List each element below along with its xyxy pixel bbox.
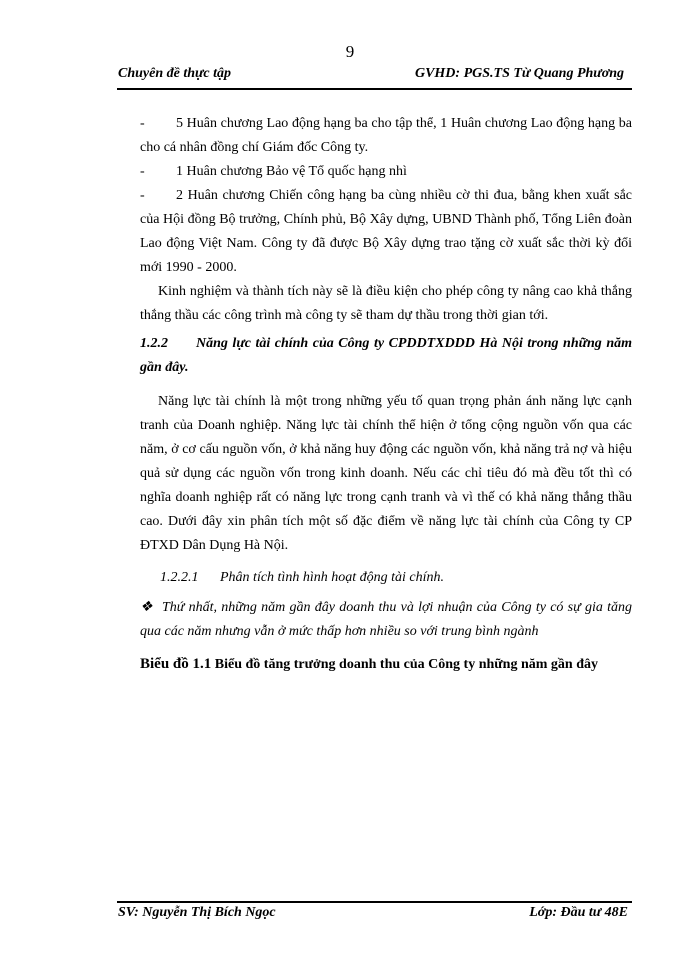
list-item-text: 5 Huân chương Lao động hạng ba cho tập thể, 1 Huân chương Lao động hạng ba cho cá nhân đồng chí Giám đốc Công ty. bbox=[140, 116, 632, 155]
caption-text: Biểu đồ tăng trưởng doanh thu của Công ty những năm gần đây bbox=[214, 657, 598, 672]
header-rule bbox=[117, 88, 632, 90]
subsection-number: 1.2.2.1 bbox=[160, 570, 199, 585]
document-body bbox=[140, 112, 632, 677]
figure-caption bbox=[140, 652, 632, 677]
caption-label: Biểu đồ 1.1 bbox=[140, 656, 212, 672]
header-right: GVHD: PGS.TS Từ Quang Phương bbox=[414, 66, 624, 81]
list-item bbox=[140, 160, 632, 184]
list-item-text: 1 Huân chương Bảo vệ Tổ quốc hạng nhì bbox=[176, 164, 407, 179]
section-heading bbox=[140, 332, 632, 380]
list-marker: - bbox=[140, 164, 145, 179]
footer-left: SV: Nguyễn Thị Bích Ngọc bbox=[118, 905, 276, 920]
section-number: 1.2.2 bbox=[140, 336, 168, 351]
paragraph-experience: Kinh nghiệm và thành tích này sẽ là điều kiện cho phép công ty nâng cao khả thắng thắng thầu các công trình mà công ty sẽ tham dự thầu trong thời gian tới. bbox=[140, 284, 632, 323]
paragraph-finance: Năng lực tài chính là một trong những yếu tố quan trọng phản ánh năng lực cạnh tranh của Doanh nghiệp. Năng lực tài chính thể hiện ở tổng cộng nguồn vốn qua các năm, ở cơ cấu nguồn vốn, ở khả năng huy động các nguồn vốn, khả năng trả nợ và hiệu quả sử dụng các nguồn vốn trong kinh doanh. Nếu các chỉ tiêu đó mà đều tốt thì có nghĩa doanh nghiệp rất có năng lực trong cạnh tranh và vì thế có khả năng thắng thầu cao. Dưới đây xin phân tích một số đặc điểm về năng lực tài chính của Công ty CP ĐTXD Dân Dụng Hà Nội. bbox=[140, 394, 632, 553]
list-item bbox=[140, 184, 632, 280]
footer-right: Lớp: Đầu tư 48E bbox=[529, 905, 628, 920]
subsection-heading bbox=[140, 566, 632, 590]
diamond-bullet-icon: ❖ bbox=[140, 600, 153, 615]
page-number: 9 bbox=[345, 42, 355, 61]
list-marker: - bbox=[140, 188, 145, 203]
subsection-title: Phân tích tình hình hoạt động tài chính. bbox=[220, 570, 444, 585]
bullet-text: Thứ nhất, những năm gần đây doanh thu và lợi nhuận của Công ty có sự gia tăng qua các năm nhưng vẫn ở mức thấp hơn nhiều so với trung bình ngành bbox=[140, 600, 632, 639]
footer-rule bbox=[117, 901, 632, 903]
header-left: Chuyên đề thực tập bbox=[118, 66, 232, 81]
section-title: Năng lực tài chính của Công ty CPDDTXDDD Hà Nội trong những năm gần đây. bbox=[140, 336, 632, 375]
list-marker: - bbox=[140, 116, 145, 131]
list-item bbox=[140, 112, 632, 160]
bullet-item bbox=[140, 596, 632, 644]
list-item-text: 2 Huân chương Chiến công hạng ba cùng nhiều cờ thi đua, bằng khen xuất sắc của Hội đồng Bộ trưởng, Chính phủ, Bộ Xây dựng, UBND Thành phố, Tổng Liên đoàn Lao động Việt Nam. Công ty đã được Bộ Xây dựng trao tặng cờ xuất sắc thời kỳ đổi mới 1990 - 2000. bbox=[140, 188, 632, 275]
